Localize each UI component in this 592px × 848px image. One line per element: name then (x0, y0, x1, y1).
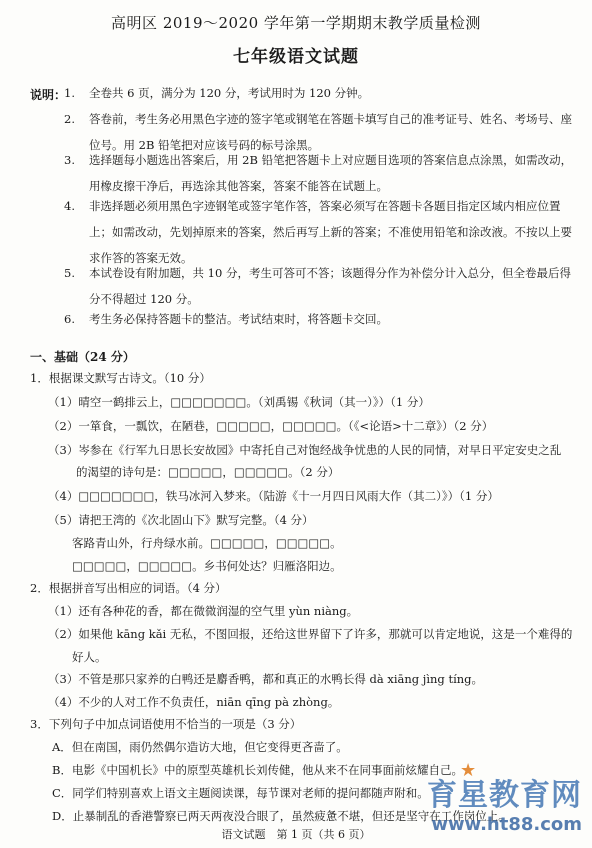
instruction-text: 全卷共 6 页，满分为 120 分，考试用时为 120 分钟。 (89, 86, 370, 100)
instruction-number: 6. (64, 312, 75, 326)
q1-line-4: （4）□□□□□□□，铁马冰河入梦来。（陆游《十一月四日风雨大作（其二）》）（1 分） (48, 489, 499, 503)
instruction-text: 考生务必保持答题卡的整洁。考试结束时，将答题卡交回。 (89, 312, 388, 326)
q3-option-a: A．但在南国，雨仍然偶尔造访大地，但它变得更吝啬了。 (52, 740, 348, 754)
watermark-logo (414, 760, 584, 848)
q2-line-4: （4）不少的人对工作不负责任，niān qīng pà zhòng。 (48, 695, 340, 709)
section-heading: 一、基础（24 分） (30, 350, 135, 364)
q2-line-1: （1）还有各种花的香，都在微微润湿的空气里 yùn niàng。 (48, 604, 359, 618)
q1-line-5b: 客路青山外，行舟绿水前。□□□□□，□□□□□。 (72, 536, 342, 550)
instruction-number: 4. (64, 199, 75, 213)
instruction-item (64, 147, 576, 199)
instruction-item (64, 80, 576, 106)
q2-line-3: （3）不管是那只家养的白鸭还是麝香鸭，都和真正的水鸭长得 dà xiāng jìng tíng。 (48, 672, 484, 686)
instruction-text: 选择题每小题选出答案后，用 2B 铅笔把答题卡上对应题目选项的答案信息点涂黑，如需改动，用橡皮擦干净后，再选涂其他答案，答案不能答在试题上。 (89, 153, 573, 193)
exam-title: 高明区 2019～2020 学年第一学期期末教学质量检测 (111, 14, 481, 32)
q1-line-5c: □□□□□，□□□□□。乡书何处达？归雁洛阳边。 (72, 559, 342, 573)
q1-stem: 1．根据课文默写古诗文。（10 分） (30, 371, 211, 385)
q3-option-b: B．电影《中国机长》中的原型英雄机长刘传健，他从来不在同事面前炫耀自己。 (52, 763, 463, 777)
q1-line-2: （2）一箪食，一瓢饮，在陋巷，□□□□□，□□□□□。（《<论语>十二章》）（2 分） (48, 419, 494, 433)
instruction-text: 非选择题必须用黑色字迹钢笔或签字笔作答，答案必须写在答题卡各题目指定区域内相应位置上；如需改动，先划掉原来的答案，然后再写上新的答案；不准使用铅笔和涂改液。不按以上要求作答的答案无效。 (89, 199, 572, 265)
q2-line-2b: 好人。 (72, 650, 107, 664)
q1-line-1: （1）晴空一鹤排云上，□□□□□□□。（刘禹锡《秋词（其一）》）（1 分） (48, 395, 430, 409)
q1-line-3b: 的渴望的诗句是：□□□□□，□□□□□。（2 分） (76, 465, 340, 479)
instruction-number: 1. (64, 86, 75, 100)
instruction-item (64, 306, 576, 332)
instructions-label: 说明： (30, 88, 67, 102)
watermark-main-text: 育星教育网 (427, 778, 582, 813)
q2-line-2a: （2）如果他 kāng kǎi 无私，不图回报，还给这世界留下了许多，那就可以肯定地说，这是一个难得的 (48, 627, 573, 641)
watermark-url: www.ht88.com (431, 814, 582, 835)
instruction-number: 3. (64, 153, 75, 167)
q1-line-5a: （5）请把王湾的《次北固山下》默写完整。（4 分） (48, 513, 314, 527)
instruction-number: 5. (64, 266, 75, 280)
paper-title: 七年级语文试题 (233, 47, 359, 67)
q1-line-3a: （3）岑参在《行军九日思长安故园》中寄托自己对饱经战争忧患的人民的同情，对早日平定安史之乱 (48, 443, 562, 457)
page-footer: 语文试题 第 1 页（共 6 页） (221, 828, 371, 841)
instruction-text: 答卷前，考生务必用黑色字迹的签字笔或钢笔在答题卡填写自己的准考证号、姓名、考场号、座位号。用 2B 铅笔把对应该号码的标号涂黑。 (89, 112, 572, 152)
instruction-text: 本试卷设有附加题，共 10 分，考生可答可不答；该题得分作为补偿分计入总分，但全卷最后得分不得超过 120 分。 (89, 266, 571, 306)
instruction-number: 2. (64, 112, 75, 126)
q3-option-c: C．同学们特别喜欢上语文主题阅读课，每节课对老师的提问都随声附和。 (52, 786, 429, 800)
q2-stem: 2．根据拼音写出相应的词语。（4 分） (30, 581, 227, 595)
q3-option-d: D．止暴制乱的香港警察已两天两夜没合眼了，虽然疲惫不堪，但还是坚守在工作岗位上。 (52, 809, 510, 823)
instruction-item (64, 260, 576, 312)
star-icon: ★ (460, 760, 477, 781)
q3-stem: 3．下列句子中加点词语使用不恰当的一项是（3 分） (30, 717, 302, 731)
